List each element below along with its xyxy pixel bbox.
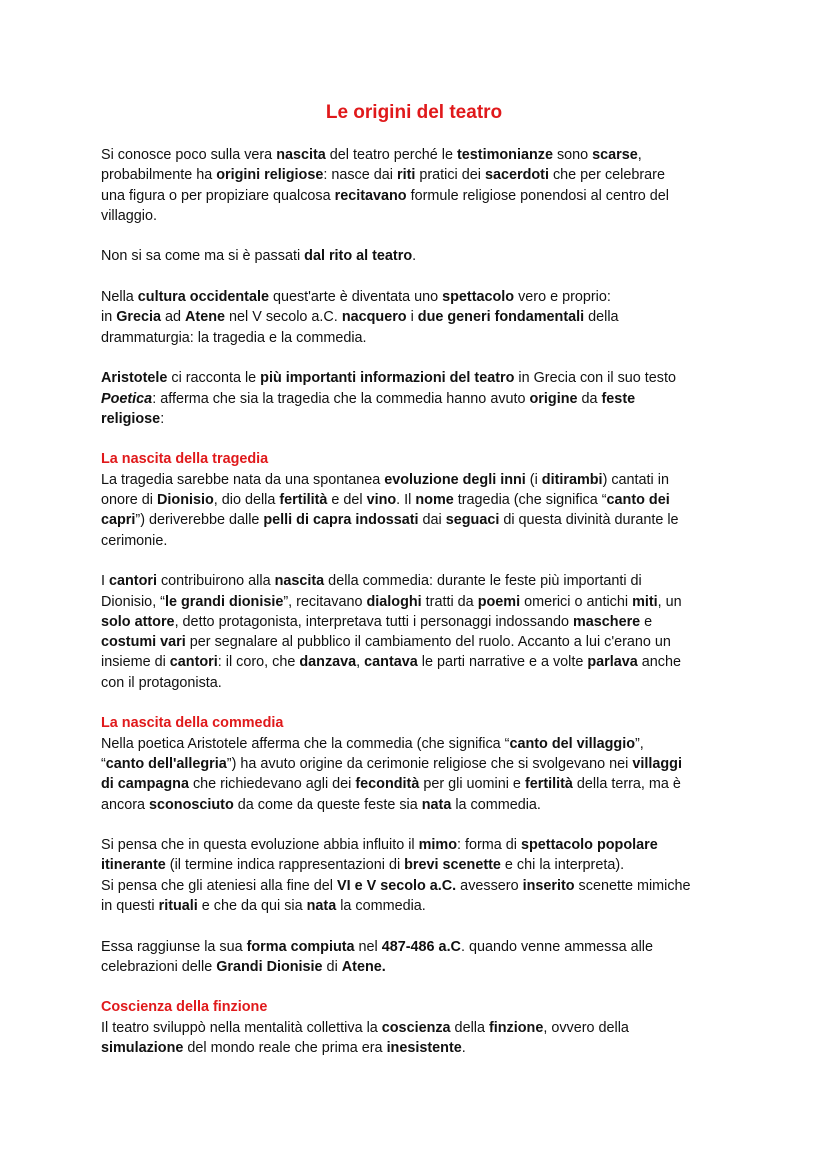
- text-run: quest'arte è diventata uno: [268, 289, 443, 306]
- text-run: nel: [354, 938, 382, 955]
- bold-text: cantori: [109, 573, 157, 590]
- text-run: omerici o antichi: [520, 593, 633, 610]
- bold-text: di campagna: [101, 776, 189, 793]
- text-run: ,: [356, 654, 365, 671]
- text-run: i: [406, 309, 418, 326]
- text-run: tragedia (che significa “: [453, 492, 607, 509]
- section-heading: Coscienza della finzione: [101, 999, 268, 1016]
- bold-text: spettacolo popolare: [520, 837, 658, 854]
- text-run: Essa raggiunse la sua: [101, 938, 247, 955]
- bold-text: vino: [366, 492, 397, 509]
- text-run: vero e proprio:: [514, 289, 611, 306]
- text-run: e: [640, 613, 653, 630]
- bold-text: 487-486 a.C: [381, 938, 461, 955]
- paragraph: [101, 470, 741, 551]
- bold-text: forma compiuta: [246, 938, 355, 955]
- paragraph: [101, 734, 741, 815]
- bold-text: rituali: [158, 897, 198, 914]
- bold-text: simulazione: [101, 1040, 184, 1057]
- text-run: .: [412, 248, 417, 265]
- bold-text: dal rito al teatro: [304, 248, 413, 265]
- text-run: Dionisio, “: [101, 593, 165, 610]
- bold-text: canto dell'allegria: [105, 755, 227, 772]
- bold-text: evoluzione degli inni: [384, 471, 526, 488]
- text-run: della terra, ma è: [572, 776, 681, 793]
- bold-text: brevi scenette: [404, 857, 501, 874]
- text-run: Si pensa che gli ateniesi alla fine del: [101, 877, 337, 894]
- text-run: (il termine indica rappresentazioni di: [165, 857, 405, 874]
- text-run: formule religiose ponendosi al centro del: [406, 187, 669, 204]
- text-run: ad: [161, 309, 186, 326]
- paragraph: [101, 145, 741, 226]
- bold-text: poemi: [477, 593, 521, 610]
- text-run: nel V secolo a.C.: [225, 309, 342, 326]
- bold-text: testimonianze: [457, 147, 553, 163]
- text-run: e del: [327, 492, 367, 509]
- bold-text: Dionisio: [157, 492, 214, 509]
- text-run: insieme di: [101, 654, 170, 671]
- text-run: (i: [525, 471, 542, 488]
- bold-text: più importanti informazioni del teatro: [260, 370, 515, 387]
- text-run: : forma di: [457, 837, 521, 854]
- bold-text: inserito: [522, 877, 575, 894]
- bold-text: Grandi Dionisie: [216, 958, 323, 975]
- text-run: , detto protagonista, interpretava tutti i personaggi indossando: [174, 613, 573, 630]
- text-run: che richiedevano agli dei: [188, 776, 356, 793]
- bold-text: origine: [529, 390, 578, 407]
- text-run: ”, recitavano: [283, 593, 367, 610]
- bold-text: nacquero: [341, 309, 407, 326]
- text-run: . quando venne ammessa alle: [460, 938, 653, 955]
- text-run: ”) ha avuto origine da cerimonie religiose che si svolgevano nei: [226, 755, 633, 772]
- paragraph: [101, 937, 741, 978]
- text-run: la commedia.: [336, 897, 426, 914]
- text-run: di: [322, 958, 342, 975]
- bold-text: feste: [601, 390, 636, 407]
- text-run: ancora: [101, 796, 149, 813]
- bold-text: danzava: [299, 654, 357, 671]
- text-run: per gli uomini e: [419, 776, 525, 793]
- bold-text: sconosciuto: [149, 796, 234, 813]
- text-run: celebrazioni delle: [101, 958, 217, 975]
- bold-text: pelli di capra indossati: [263, 512, 419, 529]
- text-run: avessero: [456, 877, 523, 894]
- paragraph: [101, 246, 741, 266]
- text-run: drammaturgia: la tragedia e la commedia.: [101, 329, 367, 346]
- text-run: la commedia.: [451, 796, 541, 813]
- bold-text: villaggi: [632, 755, 682, 772]
- text-run: in Grecia con il suo testo: [514, 370, 676, 387]
- text-run: ”,: [635, 735, 644, 752]
- bold-text: canto del villaggio: [509, 735, 636, 752]
- text-run: della: [450, 1019, 489, 1036]
- bold-text: dialoghi: [366, 593, 422, 610]
- text-run: contribuirono alla: [156, 573, 275, 590]
- bold-text: nascita: [274, 573, 325, 590]
- text-run: ”) deriverebbe dalle: [135, 512, 264, 529]
- text-run: pratici dei: [415, 167, 485, 184]
- bold-text: solo attore: [101, 613, 175, 630]
- bold-text: le grandi dionisie: [164, 593, 284, 610]
- text-run: da: [577, 390, 602, 407]
- bold-text: due generi fondamentali: [417, 309, 585, 326]
- bold-text: sacerdoti: [484, 167, 549, 184]
- bold-text: fertilità: [524, 776, 573, 793]
- text-run: della commedia: durante le feste più importanti di: [324, 573, 642, 590]
- bold-text: Atene.: [341, 958, 386, 975]
- bold-text: miti: [632, 593, 658, 610]
- bold-text: scarse: [592, 147, 638, 163]
- paragraph: [101, 571, 741, 693]
- text-run: onore di: [101, 492, 158, 509]
- bold-text: seguaci: [445, 512, 500, 529]
- text-run: una figura o per propiziare qualcosa: [101, 187, 335, 204]
- bold-text: spettacolo: [442, 289, 515, 306]
- text-run: I: [101, 573, 109, 590]
- text-run: della: [584, 309, 619, 326]
- text-run: in questi: [101, 897, 159, 914]
- text-run: tratti da: [421, 593, 478, 610]
- bold-text: fertilità: [279, 492, 328, 509]
- paragraph: [101, 835, 741, 916]
- bold-text: Atene: [185, 309, 226, 326]
- bold-text: nascita: [276, 147, 326, 163]
- bold-text: cantava: [364, 654, 418, 671]
- bold-text: Aristotele: [101, 370, 168, 387]
- text-run: dai: [418, 512, 446, 529]
- text-run: e chi la interpreta).: [500, 857, 625, 874]
- text-run: . Il: [396, 492, 416, 509]
- paragraph: [101, 368, 741, 429]
- bold-text: religiose: [101, 410, 161, 427]
- text-run: del teatro perché le: [325, 147, 457, 163]
- text-run: di questa divinità durante le: [499, 512, 679, 529]
- text-run: Nella poetica Aristotele afferma che la commedia (che significa “: [101, 735, 510, 752]
- paragraph: [101, 287, 741, 348]
- text-run: per segnalare al pubblico il cambiamento del ruolo. Accanto a lui c'erano un: [185, 634, 671, 651]
- text-run: del mondo reale che prima era: [183, 1040, 387, 1057]
- bold-text: cantori: [169, 654, 218, 671]
- text-run: in: [101, 309, 117, 326]
- text-run: che per celebrare: [548, 167, 665, 184]
- text-run: villaggio.: [101, 207, 157, 224]
- page-title: Le origini del teatro: [325, 102, 503, 123]
- bold-text: recitavano: [334, 187, 407, 204]
- text-run: con il protagonista.: [101, 674, 222, 691]
- bold-text: coscienza: [381, 1019, 451, 1036]
- text-run: sono: [552, 147, 593, 163]
- text-run: Il teatro sviluppò nella mentalità collettiva la: [101, 1019, 382, 1036]
- bold-text: capri: [101, 512, 136, 529]
- text-run: La tragedia sarebbe nata da una spontanea: [101, 471, 385, 488]
- text-run: :: [160, 410, 165, 427]
- section-heading: La nascita della tragedia: [101, 451, 269, 468]
- bold-text: finzione: [488, 1019, 544, 1036]
- text-run: : nasce dai: [323, 167, 397, 184]
- text-run: : il coro, che: [217, 654, 300, 671]
- text-run: le parti narrative e a volte: [417, 654, 588, 671]
- paragraph: [101, 1018, 741, 1059]
- bold-text: fecondità: [355, 776, 420, 793]
- text-run: Si pensa che in questa evoluzione abbia influito il: [101, 837, 419, 854]
- bold-text: nata: [421, 796, 452, 813]
- bold-text: riti: [396, 167, 416, 184]
- text-run: , dio della: [213, 492, 280, 509]
- text-run: probabilmente ha: [101, 167, 217, 184]
- bold-text: parlava: [587, 654, 638, 671]
- document-body: [101, 145, 741, 1079]
- bold-text: maschere: [572, 613, 641, 630]
- bold-text: ditirambi: [541, 471, 603, 488]
- text-run: “: [101, 755, 106, 772]
- text-run: ci racconta le: [167, 370, 261, 387]
- bold-text: VI e V secolo a.C.: [337, 877, 457, 894]
- bold-text: itinerante: [101, 857, 166, 874]
- bold-text: origini religiose: [216, 167, 324, 184]
- bold-text: cultura occidentale: [137, 289, 269, 306]
- text-run: ) cantati in: [602, 471, 669, 488]
- text-run: ,: [637, 147, 642, 163]
- bold-text: nata: [306, 897, 337, 914]
- bold-text: Grecia: [116, 309, 162, 326]
- bold-text: costumi vari: [101, 634, 186, 651]
- text-run: , un: [657, 593, 682, 610]
- bold-text: mimo: [418, 837, 457, 854]
- text-run: : afferma che sia la tragedia che la commedia hanno avuto: [152, 390, 530, 407]
- text-run: Nella: [101, 289, 138, 306]
- text-run: Non si sa come ma si è passati: [101, 248, 305, 265]
- section-heading: La nascita della commedia: [101, 715, 284, 732]
- text-run: e che da qui sia: [197, 897, 307, 914]
- text-run: anche: [637, 654, 681, 671]
- bold-text: nome: [415, 492, 454, 509]
- text-run: Si conosce poco sulla vera: [101, 147, 277, 163]
- bold-text: inesistente: [386, 1040, 462, 1057]
- bold-text: Poetica: [101, 390, 153, 407]
- text-run: cerimonie.: [101, 532, 168, 549]
- bold-text: canto dei: [606, 492, 670, 509]
- text-run: scenette mimiche: [574, 877, 691, 894]
- text-run: , ovvero della: [543, 1019, 629, 1036]
- text-run: .: [461, 1040, 466, 1057]
- text-run: da come da queste feste sia: [233, 796, 422, 813]
